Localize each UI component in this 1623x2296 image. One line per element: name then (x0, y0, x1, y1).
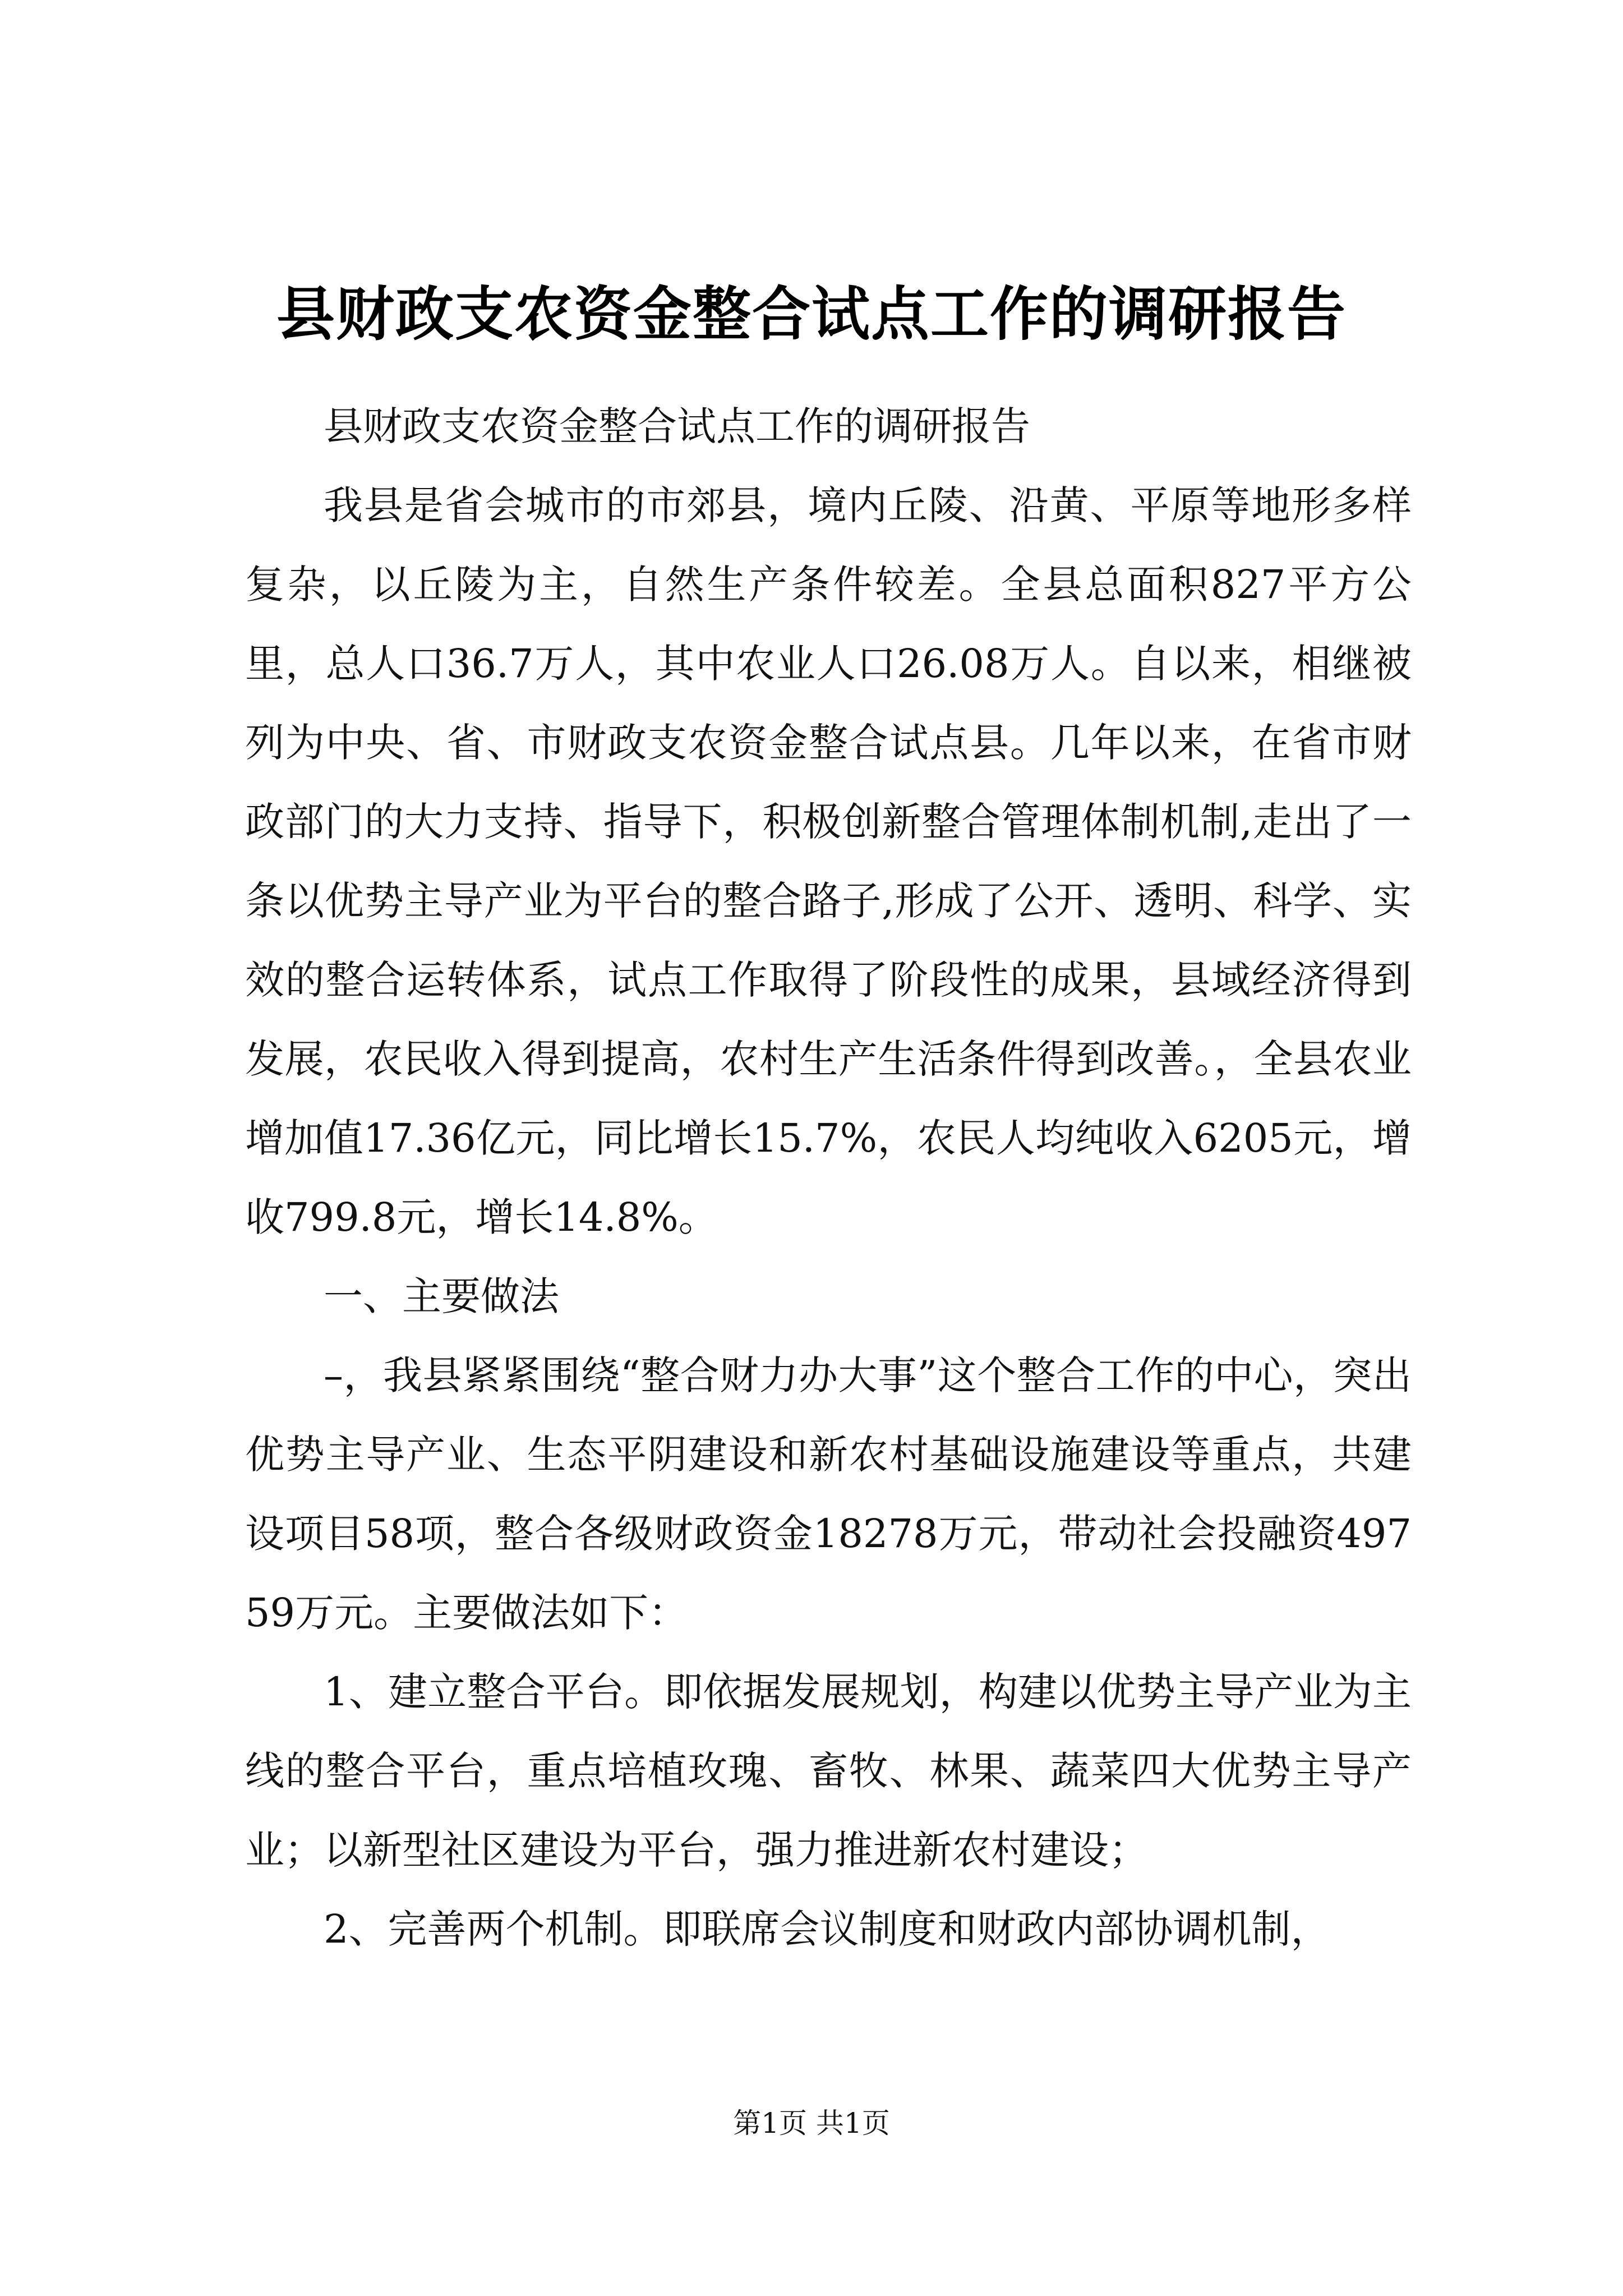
section-heading: 一、主要做法 (324, 1273, 559, 1319)
item-2-paragraph: 2、完善两个机制。即联席会议制度和财政内部协调机制， (324, 1906, 1330, 1952)
overview-paragraph: –，我县紧紧围绕“整合财力办大事”这个整合工作的中心，突出优势主导产业、生态平阴建设和新农村基础设施建设等重点，共建设项目58项，整合各级财政资金18278万元，带动社会投融资49759万元。主要做法如下： (245, 1352, 1412, 1636)
page-footer: 第1页 共1页 (733, 2107, 890, 2139)
subtitle-paragraph: 县财政支农资金整合试点工作的调研报告 (324, 403, 1030, 449)
document-body (245, 387, 1412, 1969)
intro-paragraph: 我县是省会城市的市郊县，境内丘陵、沿黄、平原等地形多样复杂，以丘陵为主，自然生产条件较差。全县总面积827平方公里，总人口36.7万人，其中农业人口26.08万人。自以来，相继被列为中央、省、市财政支农资金整合试点县。几年以来，在省市财政部门的大力支持、指导下，积极创新整合管理体制机制,走出了一条以优势主导产业为平台的整合路子,形成了公开、透明、科学、实效的整合运转体系，试点工作取得了阶段性的成果，县域经济得到发展，农民收入得到提高，农村生产生活条件得到改善。，全县农业增加值17.36亿元，同比增长15.7%，农民人均纯收入6205元，增收799.8元，增长14.8%。 (245, 482, 1412, 1240)
item-1-paragraph: 1、建立整合平台。即依据发展规划，构建以优势主导产业为主线的整合平台，重点培植玫瑰、畜牧、林果、蔬菜四大优势主导产业；以新型社区建设为平台，强力推进新农村建设； (245, 1669, 1412, 1873)
document-title: 县财政支农资金整合试点工作的调研报告 (276, 279, 1347, 348)
